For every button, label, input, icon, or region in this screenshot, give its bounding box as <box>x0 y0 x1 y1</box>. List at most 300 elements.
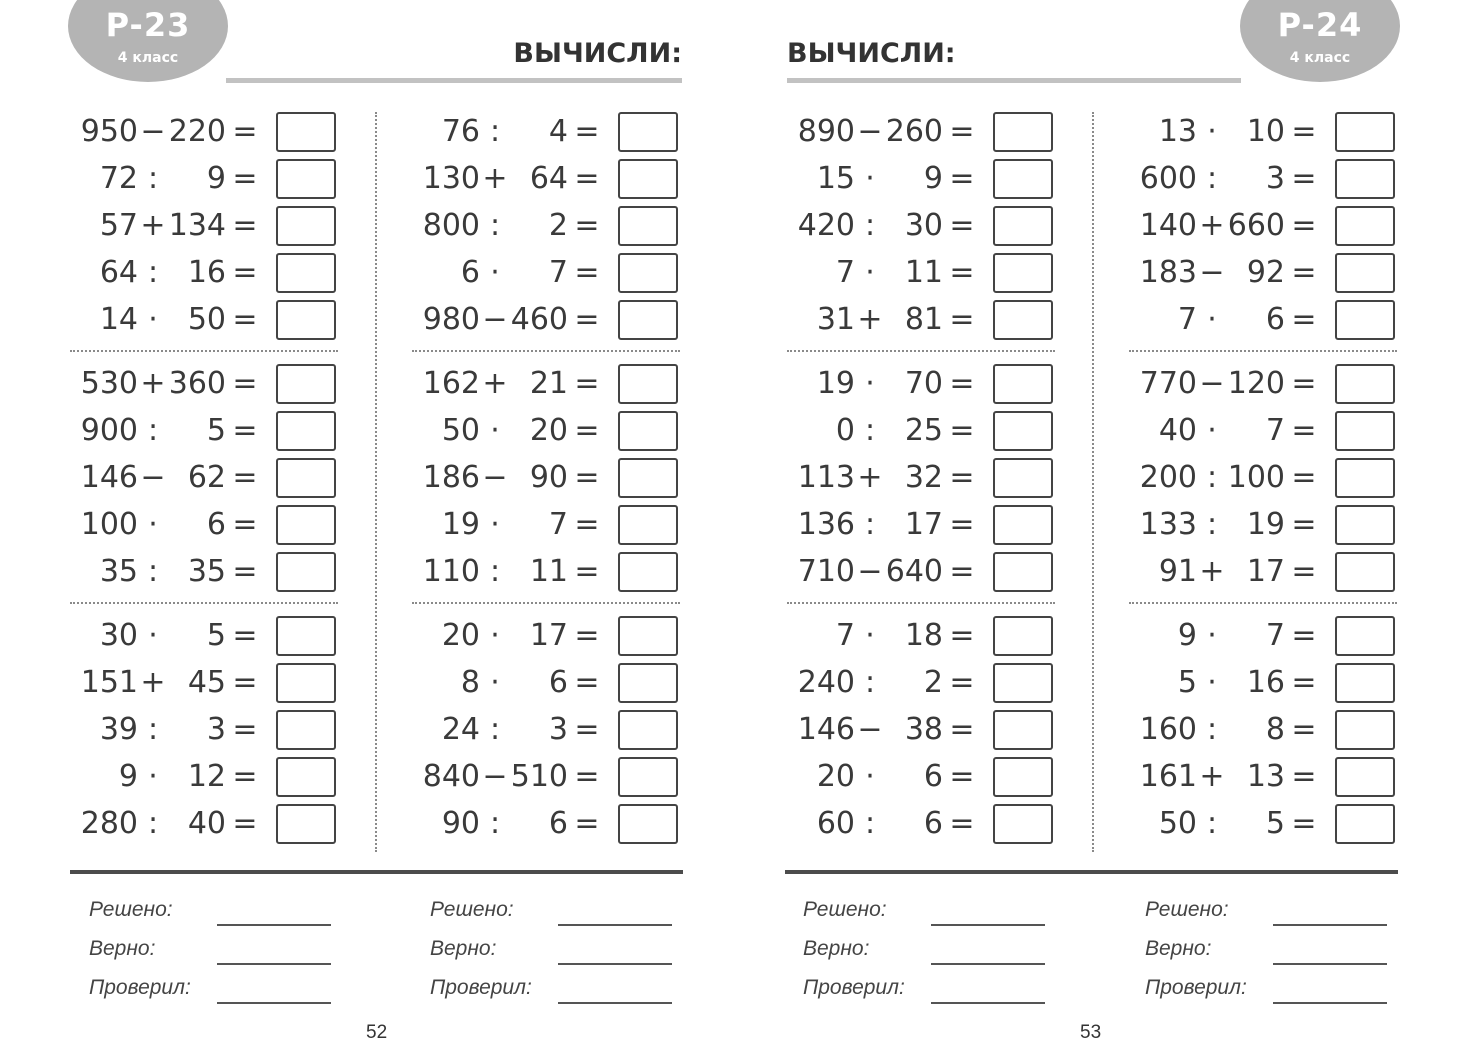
answer-box[interactable] <box>276 757 336 797</box>
operand-a: 160 <box>1139 712 1197 747</box>
operand-a: 100 <box>80 507 138 542</box>
answer-box[interactable] <box>618 663 678 703</box>
operand-b: 38 <box>904 712 943 747</box>
exercise-row <box>1129 614 1404 658</box>
answer-box[interactable] <box>276 505 336 545</box>
group-divider <box>787 350 1055 352</box>
exercise-row <box>787 755 1062 799</box>
operand-b: 13 <box>1246 759 1285 794</box>
answer-box[interactable] <box>276 458 336 498</box>
operand-b: 6 <box>923 759 943 794</box>
footer-rule <box>70 870 683 874</box>
operator: : <box>147 161 159 196</box>
signoff-row <box>430 937 680 976</box>
equals-sign: = <box>949 806 975 841</box>
operand-a: 8 <box>460 665 480 700</box>
answer-box[interactable] <box>993 411 1053 451</box>
exercise-column <box>70 110 345 866</box>
operand-a: 91 <box>1158 554 1197 589</box>
exercise-row <box>787 409 1062 453</box>
operand-b: 3 <box>1265 161 1285 196</box>
exercise-group <box>70 110 345 362</box>
operand-a: 420 <box>797 208 855 243</box>
answer-box[interactable] <box>618 804 678 844</box>
operator: · <box>865 161 875 196</box>
operand-a: 710 <box>797 554 855 589</box>
signoff-line[interactable] <box>217 1002 331 1004</box>
exercise-row <box>787 661 1062 705</box>
answer-box[interactable] <box>1335 206 1395 246</box>
operand-a: 162 <box>422 366 480 401</box>
answer-box[interactable] <box>618 253 678 293</box>
operand-b: 2 <box>548 208 568 243</box>
equals-sign: = <box>1291 665 1317 700</box>
exercise-row <box>70 204 345 248</box>
operator: + <box>140 366 166 401</box>
exercise-group <box>70 362 345 614</box>
equals-sign: = <box>574 806 600 841</box>
operand-b: 460 <box>510 302 568 337</box>
operand-a: 35 <box>99 554 138 589</box>
exercise-row <box>787 251 1062 295</box>
operand-a: 90 <box>441 806 480 841</box>
group-divider <box>1129 602 1397 604</box>
answer-box[interactable] <box>993 710 1053 750</box>
answer-box[interactable] <box>618 458 678 498</box>
equals-sign: = <box>232 460 258 495</box>
operand-b: 19 <box>1246 507 1285 542</box>
group-divider <box>412 602 680 604</box>
equals-sign: = <box>1291 507 1317 542</box>
operand-b: 5 <box>206 413 226 448</box>
operand-b: 120 <box>1227 366 1285 401</box>
exercise-group <box>412 110 687 362</box>
signoff-row <box>803 937 1053 976</box>
answer-box[interactable] <box>618 757 678 797</box>
operator: + <box>857 460 883 495</box>
exercise-row <box>787 708 1062 752</box>
signoff-block <box>803 898 1053 1015</box>
equals-sign: = <box>232 806 258 841</box>
equals-sign: = <box>1291 460 1317 495</box>
left-page <box>0 0 734 1045</box>
operator: − <box>857 712 883 747</box>
operand-b: 90 <box>529 460 568 495</box>
answer-box[interactable] <box>276 206 336 246</box>
operator: : <box>147 554 159 589</box>
signoff-label: Решено: <box>89 898 173 921</box>
operand-a: 151 <box>80 665 138 700</box>
answer-box[interactable] <box>993 757 1053 797</box>
equals-sign: = <box>232 413 258 448</box>
answer-box[interactable] <box>1335 458 1395 498</box>
equals-sign: = <box>232 366 258 401</box>
operator: · <box>1207 618 1217 653</box>
operand-a: 240 <box>797 665 855 700</box>
operator: : <box>1206 507 1218 542</box>
answer-box[interactable] <box>618 159 678 199</box>
signoff-block <box>430 898 680 1015</box>
operand-a: 5 <box>1177 665 1197 700</box>
equals-sign: = <box>949 665 975 700</box>
signoff-line[interactable] <box>1273 924 1387 926</box>
equals-sign: = <box>1291 806 1317 841</box>
equals-sign: = <box>949 460 975 495</box>
exercise-row <box>412 456 687 500</box>
exercise-row <box>412 503 687 547</box>
equals-sign: = <box>574 554 600 589</box>
exercise-column <box>412 110 687 866</box>
answer-box[interactable] <box>1335 364 1395 404</box>
operand-b: 32 <box>904 460 943 495</box>
operator: : <box>147 712 159 747</box>
exercise-group <box>70 614 345 866</box>
exercise-row <box>412 708 687 752</box>
equals-sign: = <box>1291 208 1317 243</box>
operand-b: 17 <box>1246 554 1285 589</box>
equals-sign: = <box>574 712 600 747</box>
signoff-label: Проверил: <box>1145 976 1247 999</box>
equals-sign: = <box>232 255 258 290</box>
answer-box[interactable] <box>1335 663 1395 703</box>
operand-b: 45 <box>187 665 226 700</box>
operator: : <box>489 114 501 149</box>
signoff-row <box>430 898 680 937</box>
signoff-line[interactable] <box>217 924 331 926</box>
answer-box[interactable] <box>618 616 678 656</box>
exercise-row <box>412 251 687 295</box>
operand-a: 39 <box>99 712 138 747</box>
exercise-row <box>412 298 687 342</box>
operand-b: 18 <box>904 618 943 653</box>
equals-sign: = <box>1291 712 1317 747</box>
signoff-line[interactable] <box>558 963 672 965</box>
answer-box[interactable] <box>618 411 678 451</box>
answer-box[interactable] <box>276 159 336 199</box>
answer-box[interactable] <box>618 710 678 750</box>
operand-b: 640 <box>885 554 943 589</box>
equals-sign: = <box>1291 554 1317 589</box>
operand-a: 13 <box>1158 114 1197 149</box>
operand-a: 900 <box>80 413 138 448</box>
operand-b: 510 <box>510 759 568 794</box>
answer-box[interactable] <box>993 804 1053 844</box>
answer-box[interactable] <box>618 364 678 404</box>
signoff-row <box>1145 937 1395 976</box>
column-divider <box>375 112 377 852</box>
operand-a: 19 <box>441 507 480 542</box>
operand-a: 146 <box>80 460 138 495</box>
answer-box[interactable] <box>1335 757 1395 797</box>
answer-box[interactable] <box>993 505 1053 545</box>
equals-sign: = <box>574 665 600 700</box>
exercise-column <box>787 110 1062 866</box>
equals-sign: = <box>574 161 600 196</box>
operand-b: 660 <box>1227 208 1285 243</box>
operand-a: 50 <box>441 413 480 448</box>
header-rule <box>787 78 1241 83</box>
answer-box[interactable] <box>993 364 1053 404</box>
answer-box[interactable] <box>993 458 1053 498</box>
operand-b: 9 <box>923 161 943 196</box>
operator: · <box>490 507 500 542</box>
page-number: 53 <box>1080 1022 1102 1043</box>
page-title: ВЫЧИСЛИ: <box>787 38 956 69</box>
answer-box[interactable] <box>993 552 1053 592</box>
operand-a: 110 <box>422 554 480 589</box>
answer-box[interactable] <box>993 663 1053 703</box>
operator: : <box>1206 806 1218 841</box>
operator: − <box>482 302 508 337</box>
operator: : <box>489 712 501 747</box>
equals-sign: = <box>574 114 600 149</box>
equals-sign: = <box>1291 161 1317 196</box>
operand-b: 16 <box>1246 665 1285 700</box>
exercise-row <box>787 802 1062 846</box>
operand-b: 7 <box>1265 413 1285 448</box>
operand-a: 200 <box>1139 460 1197 495</box>
operand-b: 92 <box>1246 255 1285 290</box>
exercise-row <box>70 503 345 547</box>
signoff-line[interactable] <box>1273 963 1387 965</box>
operand-b: 11 <box>529 554 568 589</box>
operator: + <box>482 366 508 401</box>
equals-sign: = <box>232 302 258 337</box>
exercise-row <box>70 456 345 500</box>
exercise-row <box>787 157 1062 201</box>
operand-a: 20 <box>816 759 855 794</box>
equals-sign: = <box>574 460 600 495</box>
answer-box[interactable] <box>1335 411 1395 451</box>
equals-sign: = <box>949 554 975 589</box>
operator: : <box>147 413 159 448</box>
answer-box[interactable] <box>276 616 336 656</box>
signoff-line[interactable] <box>931 924 1045 926</box>
footer-rule <box>785 870 1398 874</box>
operand-a: 76 <box>441 114 480 149</box>
answer-box[interactable] <box>276 411 336 451</box>
group-divider <box>412 350 680 352</box>
equals-sign: = <box>1291 302 1317 337</box>
operand-a: 113 <box>797 460 855 495</box>
answer-box[interactable] <box>993 206 1053 246</box>
operand-b: 30 <box>904 208 943 243</box>
operator: : <box>489 554 501 589</box>
operator: + <box>857 302 883 337</box>
exercise-row <box>1129 409 1404 453</box>
grade-label: 4 класс <box>1289 50 1351 66</box>
operand-b: 21 <box>529 366 568 401</box>
exercise-row <box>1129 251 1404 295</box>
answer-box[interactable] <box>276 710 336 750</box>
answer-box[interactable] <box>1335 616 1395 656</box>
exercise-row <box>787 456 1062 500</box>
operand-b: 6 <box>548 665 568 700</box>
operand-a: 140 <box>1139 208 1197 243</box>
signoff-label: Проверил: <box>430 976 532 999</box>
answer-box[interactable] <box>276 300 336 340</box>
answer-box[interactable] <box>276 253 336 293</box>
operand-b: 2 <box>923 665 943 700</box>
equals-sign: = <box>574 208 600 243</box>
signoff-row <box>1145 976 1395 1015</box>
operand-a: 20 <box>441 618 480 653</box>
signoff-label: Решено: <box>803 898 887 921</box>
exercise-row <box>787 503 1062 547</box>
exercise-row <box>787 298 1062 342</box>
equals-sign: = <box>232 618 258 653</box>
answer-box[interactable] <box>993 616 1053 656</box>
operand-a: 950 <box>80 114 138 149</box>
equals-sign: = <box>949 413 975 448</box>
answer-box[interactable] <box>1335 804 1395 844</box>
operand-b: 5 <box>206 618 226 653</box>
operand-a: 136 <box>797 507 855 542</box>
equals-sign: = <box>949 507 975 542</box>
answer-box[interactable] <box>993 300 1053 340</box>
operand-a: 60 <box>816 806 855 841</box>
answer-box[interactable] <box>276 804 336 844</box>
operand-b: 5 <box>1265 806 1285 841</box>
exercise-row <box>1129 204 1404 248</box>
answer-box[interactable] <box>618 552 678 592</box>
equals-sign: = <box>232 759 258 794</box>
operand-b: 360 <box>168 366 226 401</box>
answer-box[interactable] <box>993 112 1053 152</box>
equals-sign: = <box>1291 618 1317 653</box>
operand-b: 100 <box>1227 460 1285 495</box>
operator: − <box>482 460 508 495</box>
exercise-row <box>70 110 345 154</box>
answer-box[interactable] <box>1335 112 1395 152</box>
signoff-line[interactable] <box>558 1002 672 1004</box>
operand-b: 6 <box>548 806 568 841</box>
answer-box[interactable] <box>618 505 678 545</box>
answer-box[interactable] <box>618 300 678 340</box>
operator: : <box>489 208 501 243</box>
operand-a: 280 <box>80 806 138 841</box>
operand-b: 70 <box>904 366 943 401</box>
operator: : <box>864 665 876 700</box>
exercise-row <box>1129 802 1404 846</box>
exercise-row <box>70 802 345 846</box>
exercise-row <box>787 362 1062 406</box>
signoff-line[interactable] <box>1273 1002 1387 1004</box>
page-title: ВЫЧИСЛИ: <box>513 38 682 69</box>
equals-sign: = <box>574 413 600 448</box>
equals-sign: = <box>949 114 975 149</box>
operand-b: 220 <box>168 114 226 149</box>
answer-box[interactable] <box>993 159 1053 199</box>
operator: − <box>482 759 508 794</box>
operand-a: 72 <box>99 161 138 196</box>
answer-box[interactable] <box>276 112 336 152</box>
exercise-row <box>787 204 1062 248</box>
equals-sign: = <box>232 208 258 243</box>
operand-a: 24 <box>441 712 480 747</box>
exercise-row <box>1129 298 1404 342</box>
operand-a: 146 <box>797 712 855 747</box>
signoff-row <box>1145 898 1395 937</box>
exercise-row <box>1129 110 1404 154</box>
operator: · <box>148 618 158 653</box>
operator: · <box>490 255 500 290</box>
signoff-line[interactable] <box>217 963 331 965</box>
answer-box[interactable] <box>618 206 678 246</box>
exercise-row <box>412 755 687 799</box>
worksheet-badge <box>68 0 228 82</box>
answer-box[interactable] <box>1335 552 1395 592</box>
operator: · <box>490 665 500 700</box>
operator: − <box>140 460 166 495</box>
equals-sign: = <box>1291 366 1317 401</box>
group-divider <box>1129 350 1397 352</box>
signoff-line[interactable] <box>558 924 672 926</box>
operand-a: 890 <box>797 114 855 149</box>
equals-sign: = <box>949 302 975 337</box>
exercise-row <box>1129 362 1404 406</box>
signoff-line[interactable] <box>931 963 1045 965</box>
group-divider <box>787 602 1055 604</box>
answer-box[interactable] <box>1335 253 1395 293</box>
signoff-label: Верно: <box>1145 937 1212 960</box>
signoff-row <box>89 937 339 976</box>
exercise-row <box>787 614 1062 658</box>
operator: · <box>865 366 875 401</box>
answer-box[interactable] <box>1335 710 1395 750</box>
operand-a: 161 <box>1139 759 1197 794</box>
operand-a: 183 <box>1139 255 1197 290</box>
exercise-group <box>787 614 1062 866</box>
answer-box[interactable] <box>276 364 336 404</box>
signoff-line[interactable] <box>931 1002 1045 1004</box>
grade-label: 4 класс <box>117 50 179 66</box>
signoff-block <box>89 898 339 1015</box>
operator: : <box>1206 161 1218 196</box>
operand-b: 7 <box>548 255 568 290</box>
operator: · <box>490 618 500 653</box>
operator: · <box>1207 665 1217 700</box>
signoff-label: Решено: <box>430 898 514 921</box>
exercise-row <box>412 409 687 453</box>
operand-b: 4 <box>548 114 568 149</box>
operator: · <box>1207 413 1217 448</box>
answer-box[interactable] <box>276 663 336 703</box>
operator: · <box>1207 302 1217 337</box>
answer-box[interactable] <box>1335 505 1395 545</box>
exercise-group <box>1129 110 1404 362</box>
answer-box[interactable] <box>1335 159 1395 199</box>
answer-box[interactable] <box>1335 300 1395 340</box>
operand-b: 3 <box>548 712 568 747</box>
operator: − <box>857 114 883 149</box>
equals-sign: = <box>574 366 600 401</box>
operand-b: 17 <box>529 618 568 653</box>
operator: + <box>1199 759 1225 794</box>
operand-a: 31 <box>816 302 855 337</box>
operator: + <box>1199 208 1225 243</box>
exercise-row <box>412 157 687 201</box>
exercise-row <box>787 110 1062 154</box>
equals-sign: = <box>232 507 258 542</box>
group-divider <box>70 602 338 604</box>
answer-box[interactable] <box>993 253 1053 293</box>
answer-box[interactable] <box>618 112 678 152</box>
answer-box[interactable] <box>276 552 336 592</box>
exercise-row <box>70 708 345 752</box>
operand-b: 20 <box>529 413 568 448</box>
equals-sign: = <box>949 208 975 243</box>
